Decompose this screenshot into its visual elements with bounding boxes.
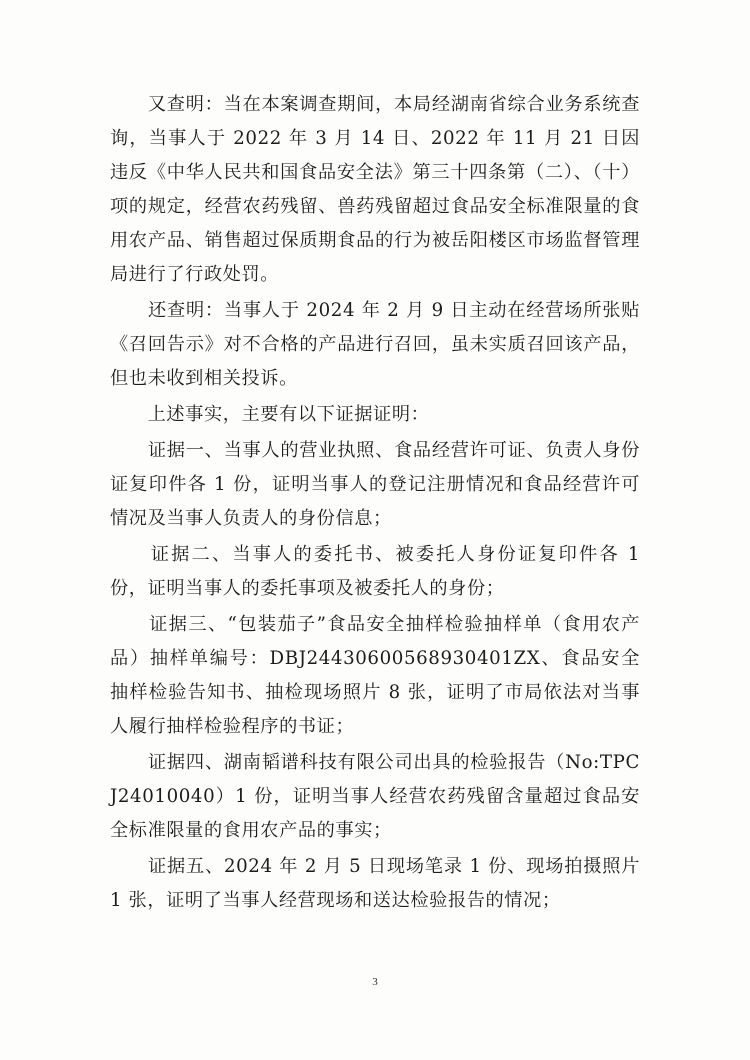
paragraph-evidence-1: 证据一、当事人的营业执照、食品经营许可证、负责人身份证复印件各 1 份，证明当事人的登记注册情况和食品经营许可情况及当事人负责人的身份信息； bbox=[110, 440, 640, 529]
page-number: 3 bbox=[372, 976, 378, 988]
paragraph-evidence-2: 证据二、当事人的委托书、被委托人身份证复印件各 1 份，证明当事人的委托事项及被委托人的身份； bbox=[110, 544, 640, 599]
paragraph-additional-finding: 又查明：当在本案调查期间，本局经湖南省综合业务系统查询，当事人于 2022 年 3 月 14 日、2022 年 11 月 21 日因违反《中华人民共和国食品安全法》第三十四条第（二）、（十）项的规定，经营农药残留、兽药残留超过食品安全标准限量的食用农产品、销售超过保质期食品的行为被岳阳楼区市场监督管理局进行了行政处罚。 bbox=[110, 94, 640, 285]
document-body bbox=[110, 88, 640, 920]
paragraph-evidence-3: 证据三、“包装茄子”食品安全抽样检验抽样单（食用农产品）抽样单编号：DBJ24430600568930401ZX、食品安全抽样检验告知书、抽检现场照片 8 张，证明了市局依法对当事人履行抽样检验程序的书证； bbox=[110, 614, 640, 737]
paragraph-evidence-intro: 上述事实，主要有以下证据证明： bbox=[110, 404, 430, 425]
paragraph-evidence-4: 证据四、湖南韬谱科技有限公司出具的检验报告（No:TPCJ24010040）1 份，证明当事人经营农药残留含量超过食品安全标准限量的食用农产品的事实； bbox=[110, 752, 640, 841]
paragraph-further-finding: 还查明：当事人于 2024 年 2 月 9 日主动在经营场所张贴《召回告示》对不合格的产品进行召回，虽未实质召回该产品，但也未收到相关投诉。 bbox=[110, 300, 640, 389]
paragraph-evidence-5: 证据五、2024 年 2 月 5 日现场笔录 1 份、现场拍摄照片 1 张，证明了当事人经营现场和送达检验报告的情况； bbox=[110, 856, 640, 911]
